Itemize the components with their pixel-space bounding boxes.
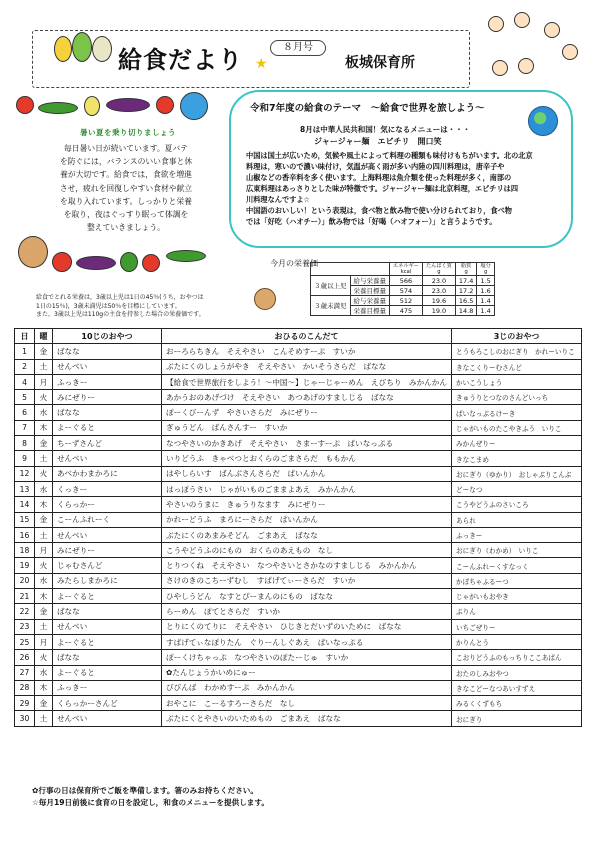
- footer-notes: [32, 785, 269, 809]
- theme-line: 料理は，寒いので濃い味付け，気温が高く雨が多い内陸の四川料理は，唐辛子や: [246, 162, 505, 171]
- menu-cell-day: 21: [15, 589, 35, 604]
- intro-lead: 暑い夏を乗り切りましょう: [80, 128, 176, 137]
- menu-cell-morning-snack: じゃむさんど: [52, 558, 161, 573]
- menu-cell-weekday: 月: [34, 634, 52, 649]
- month-badge: ８月号: [270, 40, 326, 56]
- theme-line: 中国語のおいしい！という表現は，食べ物と飲み物で使い分けられており，食べ物: [246, 206, 512, 215]
- menu-cell-day: 2: [15, 359, 35, 374]
- table-row: [15, 390, 582, 405]
- menu-cell-weekday: 土: [34, 619, 52, 634]
- menu-cell-lunch: 【給食で世界旅行をしよう！～中国～】じゃーじゃーめん えびちり みかんかん: [162, 374, 452, 389]
- table-row: [15, 512, 582, 527]
- table-row: [15, 604, 582, 619]
- nut-header: エネルギー kcal: [390, 263, 423, 276]
- table-row: [15, 543, 582, 558]
- menu-cell-weekday: 水: [34, 481, 52, 496]
- nut-group: ３歳以上児: [311, 276, 351, 296]
- menu-cell-afternoon-snack: じゃがいもおやき: [452, 589, 582, 604]
- vegetable-characters-illustration: [52, 30, 114, 70]
- table-row: [15, 573, 582, 588]
- menu-cell-lunch: おーろらちきん そえやさい こんそめすーぷ すいか: [162, 344, 452, 359]
- menu-cell-lunch: ぽーくけちゃっぷ なつやさいのぽたーじゅ すいか: [162, 650, 452, 665]
- globe-icon: [528, 106, 558, 136]
- menu-cell-afternoon-snack: きなこどーなつあいすずえ: [452, 680, 582, 695]
- menu-cell-day: 20: [15, 573, 35, 588]
- table-row: [15, 696, 582, 711]
- menu-cell-day: 8: [15, 436, 35, 451]
- note-line: また，3歳以上児は110gの主食を持参した場合の栄養価です。: [36, 311, 205, 318]
- menu-cell-day: 28: [15, 680, 35, 695]
- table-row: [15, 634, 582, 649]
- menu-cell-lunch: いりどうふ きゃべつとおくらのごまさらだ ももかん: [162, 451, 452, 466]
- menu-cell-lunch: こうやどうふのにもの おくらのあえもの なし: [162, 543, 452, 558]
- menu-cell-afternoon-snack: あられ: [452, 512, 582, 527]
- table-row: [15, 466, 582, 481]
- menu-cell-day: 22: [15, 604, 35, 619]
- menu-cell-day: 19: [15, 558, 35, 573]
- theme-body: [246, 150, 566, 227]
- menu-cell-day: 23: [15, 619, 35, 634]
- nutrition-label: 今月の栄養価: [270, 259, 318, 268]
- theme-title: 令和7年度の給食のテーマ ～給食で世界を旅しよう～: [250, 103, 485, 114]
- menu-cell-weekday: 土: [34, 451, 52, 466]
- nut-kind: 給与栄養量: [350, 296, 390, 306]
- menu-cell-day: 14: [15, 497, 35, 512]
- bear-illustration: [254, 288, 276, 310]
- menu-cell-lunch: おやこに こーるすろーさらだ なし: [162, 696, 452, 711]
- menu-cell-lunch: とりつくね そえやさい なつやさいとさかなのすましじる みかんかん: [162, 558, 452, 573]
- menu-cell-morning-snack: よーぐると: [52, 634, 161, 649]
- menu-cell-afternoon-snack: きなこまめ: [452, 451, 582, 466]
- menu-cell-morning-snack: ふっきー: [52, 680, 161, 695]
- menu-cell-lunch: ひやしうどん なすとぴーまんのにもの ばなな: [162, 589, 452, 604]
- intro-line: 養が大切です。給食では，食欲を増進: [60, 170, 192, 180]
- menu-cell-morning-snack: よーぐると: [52, 665, 161, 680]
- menu-cell-lunch: すぱげてぃなぽりたん ぐりーんしぐあえ ぱいなっぷる: [162, 634, 452, 649]
- menu-cell-lunch: ぎゅうどん ばんさんすー すいか: [162, 420, 452, 435]
- menu-cell-weekday: 火: [34, 390, 52, 405]
- menu-cell-lunch: はっぽうさい じゃがいものごままよあえ みかんかん: [162, 481, 452, 496]
- menu-cell-day: 13: [15, 481, 35, 496]
- menu-cell-morning-snack: せんべい: [52, 359, 161, 374]
- table-row: [15, 405, 582, 420]
- menu-cell-afternoon-snack: おにぎり（わかめ） いりこ: [452, 543, 582, 558]
- menu-cell-afternoon-snack: みるくくずもち: [452, 696, 582, 711]
- footer-line: ✿行事の日は保育所でご飯を準備します。箸のみお持ちください。: [32, 786, 258, 795]
- menu-cell-afternoon-snack: みかんぜりー: [452, 436, 582, 451]
- menu-cell-lunch: かれーどうふ まろにーさらだ ぱいんかん: [162, 512, 452, 527]
- nut-kind: 給与栄養量: [350, 276, 390, 286]
- table-row: [15, 497, 582, 512]
- theme-subtitle: 8月は中華人民共和国！気になるメニューは・・・: [300, 125, 471, 134]
- table-row: [15, 711, 582, 726]
- menu-cell-weekday: 金: [34, 604, 52, 619]
- menu-cell-afternoon-snack: いちごぜりー: [452, 619, 582, 634]
- menu-cell-lunch: とりにくのてりに そえやさい ひじきとだいずのいために ばなな: [162, 619, 452, 634]
- vegetables-bottom-illustration: [14, 230, 224, 290]
- menu-cell-weekday: 火: [34, 466, 52, 481]
- table-row: [15, 527, 582, 542]
- intro-line: 毎日暑い日が続いています。夏バテ: [63, 144, 189, 153]
- menu-cell-morning-snack: こーんふれーく: [52, 512, 161, 527]
- menu-cell-day: 26: [15, 650, 35, 665]
- menu-cell-morning-snack: くっきー: [52, 481, 161, 496]
- menu-cell-afternoon-snack: ぱいなっぷるけーき: [452, 405, 582, 420]
- nut-header: 塩分 g: [477, 263, 494, 276]
- menu-cell-weekday: 火: [34, 558, 52, 573]
- menu-cell-morning-snack: ばなな: [52, 650, 161, 665]
- menu-cell-morning-snack: あべかわまかろに: [52, 466, 161, 481]
- menu-cell-weekday: 金: [34, 696, 52, 711]
- note-line: 1日の15％)，3歳未満児は50％を目標にしています。: [36, 302, 181, 310]
- menu-cell-afternoon-snack: とうもろこしのおにぎり かれーいりこ: [452, 344, 582, 359]
- menu-cell-afternoon-snack: こうやどうふのさいころ: [452, 497, 582, 512]
- menu-cell-morning-snack: よーぐると: [52, 589, 161, 604]
- menu-cell-morning-snack: せんべい: [52, 619, 161, 634]
- star-icon: ★: [255, 56, 268, 72]
- nutrition-note: [36, 294, 248, 320]
- menu-cell-weekday: 火: [34, 650, 52, 665]
- menu-cell-morning-snack: くらっかーさんど: [52, 696, 161, 711]
- menu-cell-morning-snack: せんべい: [52, 711, 161, 726]
- vegetables-border-illustration: [14, 92, 224, 124]
- menu-cell-morning-snack: せんべい: [52, 451, 161, 466]
- menu-cell-weekday: 木: [34, 589, 52, 604]
- menu-cell-day: 27: [15, 665, 35, 680]
- note-line: 給食でとれる栄養は，3歳以上児は1日の45％(うち，おやつは: [36, 294, 204, 301]
- table-row: [15, 665, 582, 680]
- theme-dishes: ジャージャー麺 エビチリ 開口笑: [314, 137, 442, 146]
- menu-cell-morning-snack: みにぜりー: [52, 543, 161, 558]
- menu-body: [15, 344, 582, 726]
- menu-cell-day: 7: [15, 420, 35, 435]
- menu-cell-weekday: 木: [34, 497, 52, 512]
- theme-line: 広東料理はあっさりとした味が特徴です。ジャージャー麺は北京料理，エビチリは四: [246, 184, 519, 193]
- footer-line: ☆毎月19日前後に食育の日を設定し，和食のメニューを提供します。: [32, 798, 269, 807]
- menu-cell-day: 16: [15, 527, 35, 542]
- menu-cell-weekday: 土: [34, 359, 52, 374]
- intro-line: を防ぐには，バランスのいい食事と休: [59, 157, 193, 167]
- menu-cell-morning-snack: みたらしまかろに: [52, 573, 161, 588]
- menu-cell-lunch: ぽーくびーんず やさいさらだ みにぜりー: [162, 405, 452, 420]
- menu-cell-lunch: らーめん ぽてとさらだ すいか: [162, 604, 452, 619]
- menu-cell-morning-snack: ふっきー: [52, 374, 161, 389]
- table-row: [15, 420, 582, 435]
- menu-cell-afternoon-snack: きなこくりーむさんど: [452, 359, 582, 374]
- menu-cell-weekday: 金: [34, 436, 52, 451]
- menu-cell-day: 29: [15, 696, 35, 711]
- menu-cell-morning-snack: せんべい: [52, 527, 161, 542]
- nut-kind: 栄養目標量: [350, 286, 390, 296]
- menu-cell-lunch: ぶたにくとやさいのいためもの ごまあえ ばなな: [162, 711, 452, 726]
- menu-cell-weekday: 木: [34, 680, 52, 695]
- menu-cell-morning-snack: ばなな: [52, 604, 161, 619]
- menu-cell-weekday: 木: [34, 420, 52, 435]
- menu-cell-morning-snack: くらっかー: [52, 497, 161, 512]
- menu-cell-lunch: ぶたにくのしょうがやき そえやさい かいそうさらだ ばなな: [162, 359, 452, 374]
- menu-cell-weekday: 土: [34, 527, 52, 542]
- menu-cell-afternoon-snack: どーなつ: [452, 481, 582, 496]
- table-row: [15, 619, 582, 634]
- menu-cell-lunch: ✿たんじょうかいめにゅー: [162, 665, 452, 680]
- menu-cell-weekday: 水: [34, 665, 52, 680]
- menu-header-lunch: おひるのこんだて: [162, 329, 452, 344]
- menu-cell-lunch: はやしらいす ばんぶさんさらだ ぱいんかん: [162, 466, 452, 481]
- menu-cell-day: 25: [15, 634, 35, 649]
- table-row: [15, 589, 582, 604]
- intro-text: [34, 142, 218, 234]
- menu-cell-lunch: やさいのうまに きゅうりなます みにぜりー: [162, 497, 452, 512]
- menu-cell-weekday: 月: [34, 374, 52, 389]
- menu-cell-weekday: 月: [34, 543, 52, 558]
- menu-cell-weekday: 水: [34, 573, 52, 588]
- table-row: [15, 359, 582, 374]
- nut-kind: 栄養目標量: [350, 306, 390, 316]
- menu-cell-weekday: 土: [34, 711, 52, 726]
- menu-cell-afternoon-snack: こおりどうふのもっちりここあばん: [452, 650, 582, 665]
- nut-header: 脂質 g: [455, 263, 476, 276]
- menu-cell-day: 9: [15, 451, 35, 466]
- table-row: [15, 451, 582, 466]
- menu-header-afternoon-snack: 3じのおやつ: [452, 329, 582, 344]
- menu-cell-day: 12: [15, 466, 35, 481]
- menu-cell-morning-snack: ばなな: [52, 405, 161, 420]
- menu-cell-morning-snack: よーぐると: [52, 420, 161, 435]
- table-row: [15, 436, 582, 451]
- menu-cell-morning-snack: みにぜりー: [52, 390, 161, 405]
- menu-cell-lunch: あかうおのあげづけ そえやさい あつあげのすましじる ばなな: [162, 390, 452, 405]
- menu-cell-weekday: 金: [34, 512, 52, 527]
- children-holding-hands-illustration: [478, 8, 588, 98]
- intro-line: を取り，夜はぐっすり眠って体調を: [63, 210, 189, 220]
- menu-cell-afternoon-snack: かりんとう: [452, 634, 582, 649]
- table-row: [15, 680, 582, 695]
- menu-cell-morning-snack: ちーずさんど: [52, 436, 161, 451]
- menu-cell-lunch: なつやさいのかきあげ そえやさい さまーすーぷ ぱいなっぷる: [162, 436, 452, 451]
- theme-line: 中国は国土が広いため，気候や風土によって料理の種類も味付けもちがいます。北の北京: [246, 151, 533, 160]
- intro-line: を取り入れています。しっかりと栄養: [60, 196, 192, 206]
- table-row: [15, 558, 582, 573]
- menu-cell-weekday: 金: [34, 344, 52, 359]
- menu-cell-day: 1: [15, 344, 35, 359]
- menu-cell-day: 6: [15, 405, 35, 420]
- menu-cell-day: 5: [15, 390, 35, 405]
- menu-table: [14, 328, 582, 727]
- menu-cell-afternoon-snack: ぷりん: [452, 604, 582, 619]
- menu-cell-lunch: びびんば わかめすーぷ みかんかん: [162, 680, 452, 695]
- menu-cell-afternoon-snack: かいこうしょう: [452, 374, 582, 389]
- theme-line: 山椒などの香辛料を多く使います。上海料理は魚介類を使った料理が多く，南部の: [246, 173, 512, 182]
- nutrition-table: エネルギー kcal たんぱく質 g 脂質 g 塩分 g ３歳以上児 給与栄養量 566 23.0 17.4 1.5 栄養目標量 574 23.0 17.2 1.6 ３歳未満児 給与栄養量 512 19.6 16.5 1.4 栄養目標量 475 19.0 14.8 1.4: [310, 262, 495, 316]
- menu-cell-afternoon-snack: じゃがいものたこやきふう いりこ: [452, 420, 582, 435]
- menu-cell-afternoon-snack: ふっきー: [452, 527, 582, 542]
- menu-cell-day: 4: [15, 374, 35, 389]
- menu-cell-afternoon-snack: きゅうりとつなのさんどいっち: [452, 390, 582, 405]
- menu-cell-day: 30: [15, 711, 35, 726]
- table-row: [15, 344, 582, 359]
- theme-line: 川料理なんですよ☆: [246, 195, 310, 204]
- menu-cell-afternoon-snack: かぼちゃふるーつ: [452, 573, 582, 588]
- theme-line: では「好吃（ハオチー）」飲み物では「好喝（ハオフォー）」と言うようです。: [246, 217, 497, 226]
- menu-cell-day: 15: [15, 512, 35, 527]
- menu-cell-afternoon-snack: おたのしみおやつ: [452, 665, 582, 680]
- nut-header: たんぱく質 g: [422, 263, 455, 276]
- page-title: 給食だより: [118, 46, 243, 74]
- menu-cell-afternoon-snack: こーんふれーくすなっく: [452, 558, 582, 573]
- menu-header-day: 日: [15, 329, 35, 344]
- menu-header-morning-snack: 10じのおやつ: [52, 329, 161, 344]
- intro-line: 整えていきましょう。: [87, 223, 165, 233]
- menu-cell-day: 18: [15, 543, 35, 558]
- menu-cell-lunch: さけのきのこちーずむし すぱげてぃーさらだ すいか: [162, 573, 452, 588]
- table-row: [15, 374, 582, 389]
- table-row: [15, 650, 582, 665]
- menu-cell-afternoon-snack: おにぎり: [452, 711, 582, 726]
- intro-line: させ，疲れを回復しやすい食材や献立: [59, 183, 193, 193]
- menu-cell-afternoon-snack: おにぎり（ゆかり） おしゃぶりこんぶ: [452, 466, 582, 481]
- menu-cell-lunch: ぶたにくのあまみそどん ごまあえ ばなな: [162, 527, 452, 542]
- table-row: [15, 481, 582, 496]
- menu-header-weekday: 曜: [34, 329, 52, 344]
- menu-cell-morning-snack: ばなな: [52, 344, 161, 359]
- nut-group: ３歳未満児: [311, 296, 351, 316]
- school-name: 板城保育所: [345, 55, 415, 71]
- menu-cell-weekday: 水: [34, 405, 52, 420]
